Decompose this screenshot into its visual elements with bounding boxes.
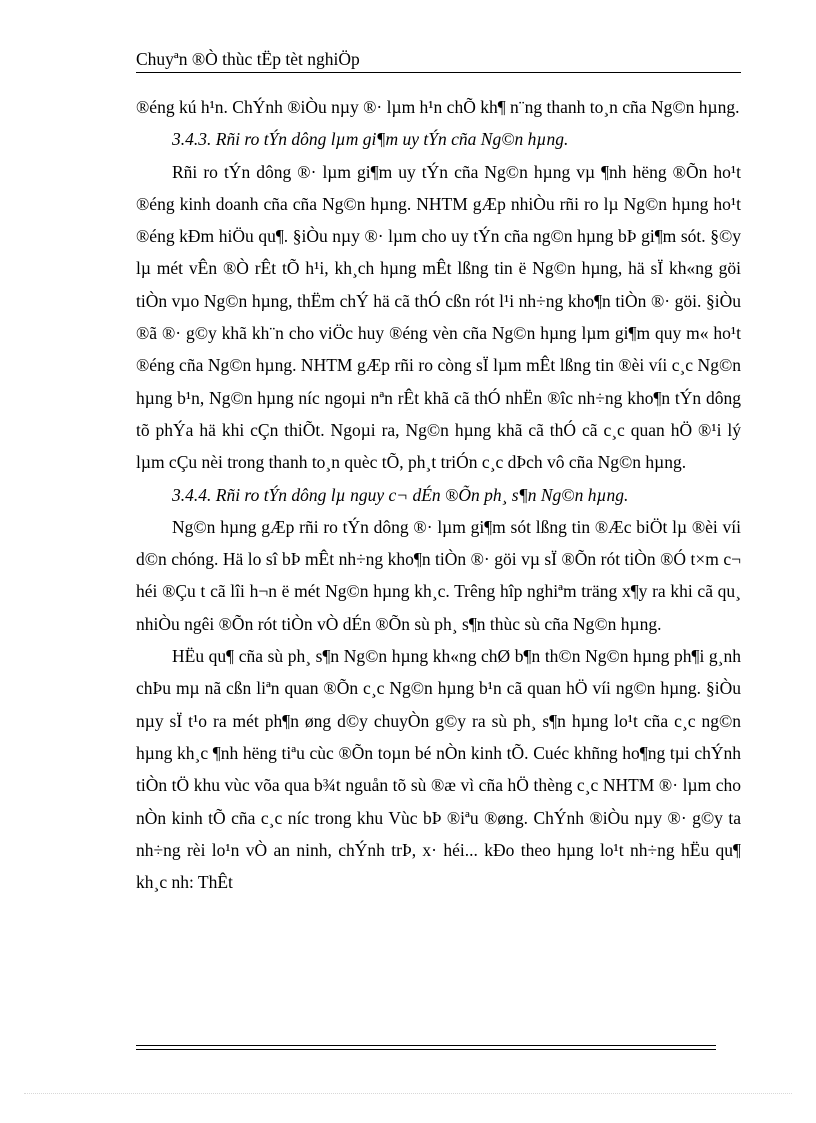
paragraph-reputation-impact: Rñi ro tÝn dông ®· lµm gi¶m uy tÝn cña Ng©n hµng vµ ¶nh hëng ®Õn ho¹t ®éng kinh doanh cña cña Ng©n hµng. NHTM gÆp nhiÒu rñi ro lµ Ng©n hµng ho¹t ®éng kÐm hiÖu qu¶. §iÒu nµy ®· lµm cho uy tÝn cña ng©n hµng bÞ gi¶m sót. §©y lµ mét vÊn ®Ò rÊt tÕ h¹i, kh¸ch hµng mÊt lßng tin ë Ng©n hµng, hä sÏ kh«ng göi tiÒn vµo Ng©n hµng, thËm chÝ hä cã thÓ cßn rót l¹i nh÷ng kho¶n tiÒn ®· göi. §iÒu ®ã ®· g©y khã kh¨n cho viÖc huy ®éng vèn cña Ng©n hµng lµm gi¶m quy m« ho¹t ®éng cña Ng©n hµng. NHTM gÆp rñi ro còng sÏ lµm mÊt lßng tin ®èi víi c¸c Ng©n hµng b¹n, Ng©n hµng níc ngoµi nªn rÊt khã cã thÓ nhËn ®îc nh÷ng kho¶n tÝn dông tõ phÝa hä khi cÇn thiÕt. Ngoµi ra, Ng©n hµng khã cã thÓ cã c¸c quan hÖ ®¹i lý lµm cÇu nèi trong thanh to¸n quèc tÕ, ph¸t triÓn c¸c dÞch vô cña Ng©n hµng.: [136, 161, 741, 473]
section-heading-3-4-4: 3.4.4. Rñi ro tÝn dông lµ nguy c¬ dÉn ®Õn ph¸ s¶n Ng©n hµng.: [172, 484, 629, 505]
paragraph-systemic-consequences: HËu qu¶ cña sù ph¸ s¶n Ng©n hµng kh«ng chØ b¶n th©n Ng©n hµng ph¶i g¸nh chÞu mµ nã cßn liªn quan ®Õn c¸c Ng©n hµng b¹n cã quan hÖ víi ng©n hµng. §iÒu nµy sÏ t¹o ra mét ph¶n øng d©y chuyÒn g©y ra sù ph¸ s¶n hµng lo¹t cña c¸c ng©n hµng kh¸c ¶nh hëng tiªu cùc ®Õn toµn bé nÒn kinh tÕ. Cuéc khñng ho¶ng tµi chÝnh tiÒn tÖ khu vùc võa qua b¾t nguån tõ sù ®æ vì cña hÖ thèng c¸c NHTM ®· lµm cho nÒn kinh tÕ cña c¸c níc trong khu Vùc bÞ ®iªu ®øng. ChÝnh ®iÒu nµy ®· g©y ta nh÷ng rèi lo¹n vÒ an ninh, chÝnh trÞ, x· héi... kÐo theo hµng lo¹t nh÷ng hËu qu¶ kh¸c nh: ThÊt: [136, 646, 741, 893]
document-body: [136, 91, 741, 898]
section-heading-3-4-3: 3.4.3. Rñi ro tÝn dông lµm gi¶m uy tÝn cña Ng©n hµng.: [172, 129, 569, 150]
paragraph-continuation: ®éng kú h¹n. ChÝnh ®iÒu nµy ®· lµm h¹n chÕ kh¶ n¨ng thanh to¸n cña Ng©n hµng.: [136, 97, 740, 117]
footer-divider-bottom: [136, 1049, 716, 1050]
paragraph-bank-run: Ng©n hµng gÆp rñi ro tÝn dông ®· lµm gi¶m sót lßng tin ®Æc biÖt lµ ®èi víi d©n chóng. Hä lo sî bÞ mÊt nh÷ng kho¶n tiÒn ®· göi vµ sÏ ®Õn rót tiÒn ®Ó t×m c¬ héi ®Çu t cã lîi h¬n ë mét Ng©n hµng kh¸c. Trêng hîp nghiªm träng x¶y ra khi cã qu¸ nhiÒu ngêi ®Õn rót tiÒn vÒ dÉn ®Õn sù ph¸ s¶n thùc sù cña Ng©n hµng.: [136, 516, 741, 634]
header-divider: [136, 72, 741, 73]
footer-divider-top: [136, 1045, 716, 1046]
page-boundary: [24, 1093, 792, 1094]
page-header-title: Chuyªn ®Ò thùc tËp tèt nghiÖp: [136, 49, 360, 69]
